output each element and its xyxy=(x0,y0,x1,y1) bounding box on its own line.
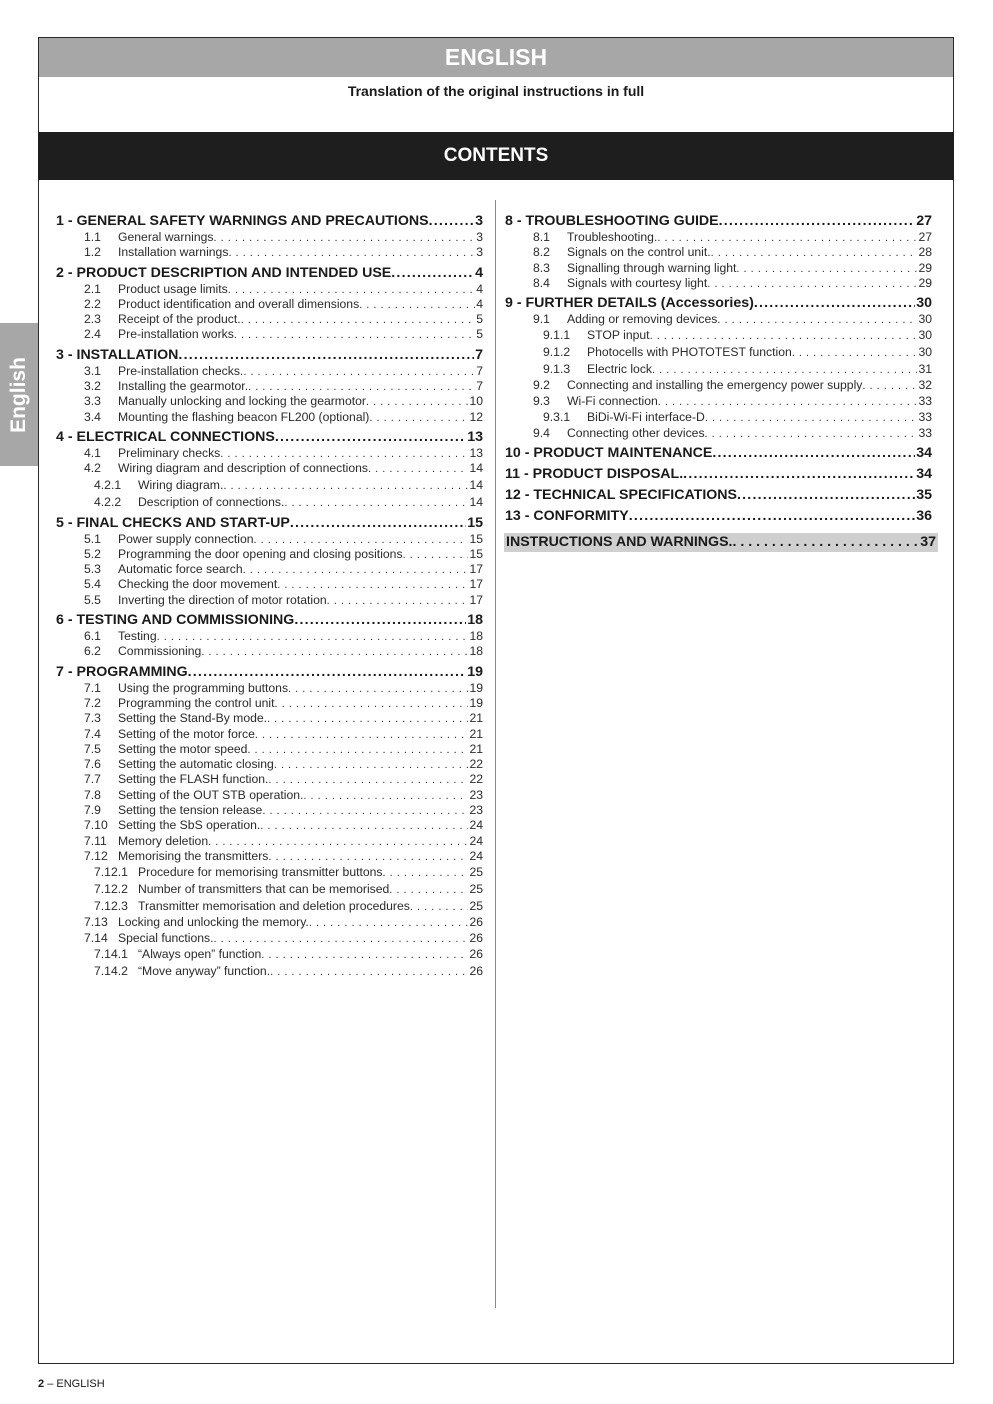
toc-subsection-number: 7.11 xyxy=(84,833,107,848)
toc-subsection-number: 2.1 xyxy=(84,281,101,296)
toc-subsection-title: Electric lock xyxy=(587,362,653,377)
toc-left-column xyxy=(56,213,483,980)
toc-section-page: 18 xyxy=(467,612,483,629)
toc-subsection-number: 9.3.1 xyxy=(543,410,571,425)
toc-subsection[interactable] xyxy=(56,964,483,980)
toc-subsection[interactable] xyxy=(56,711,483,726)
toc-subsection-page: 18 xyxy=(469,644,483,659)
toc-section-title: 11 - PRODUCT DISPOSAL. xyxy=(505,466,684,483)
toc-subsection-title: General warnings xyxy=(118,230,214,244)
toc-subsection-title: STOP input xyxy=(587,328,650,343)
toc-subsection-page: 25 xyxy=(469,882,483,897)
toc-subsection-number: 9.2 xyxy=(533,378,550,393)
toc-subsection-title: Setting the automatic closing xyxy=(118,757,274,772)
toc-subsection-page: 33 xyxy=(918,410,932,425)
toc-subsection[interactable] xyxy=(56,947,483,963)
toc-subsection-title: Signals on the control unit. xyxy=(567,245,711,260)
toc-section[interactable] xyxy=(56,515,483,532)
toc-subsection[interactable] xyxy=(505,426,932,441)
toc-subsection-page: 19 xyxy=(469,695,483,710)
toc-subsection-number: 4.2.2 xyxy=(94,494,122,509)
toc-subsection-page: 4 xyxy=(476,281,483,296)
toc-subsection-page: 24 xyxy=(469,833,483,848)
toc-section[interactable] xyxy=(505,466,932,483)
toc-subsection-number: 4.2 xyxy=(84,461,101,476)
toc-subsection[interactable] xyxy=(56,495,483,511)
toc-subsection-number: 6.2 xyxy=(84,644,101,659)
toc-subsection-page: 31 xyxy=(918,362,932,377)
toc-subsection-title: Pre-installation works xyxy=(118,327,234,342)
toc-subsection-title: Programming the control unit xyxy=(118,695,275,710)
toc-subsection-number: 7.4 xyxy=(84,726,101,741)
toc-subsection[interactable] xyxy=(56,532,483,547)
toc-subsection-number: 7.12.2 xyxy=(94,882,128,897)
toc-subsection-number: 7.13 xyxy=(84,915,108,930)
toc-subsection-number: 2.2 xyxy=(84,296,101,311)
toc-subsection-title: Setting the SbS operation. xyxy=(118,818,261,833)
toc-subsection-page: 3 xyxy=(476,245,483,260)
toc-section-page: 3 xyxy=(475,213,483,229)
toc-subsection-title: Using the programming buttons xyxy=(118,680,289,695)
toc-subsection-page: 21 xyxy=(469,726,483,741)
toc-subsection-title: Procedure for memorising transmitter buttons xyxy=(138,865,383,880)
toc-subsection-title: Connecting other devices xyxy=(567,426,705,441)
toc-subsection-page: 26 xyxy=(469,963,483,978)
toc-subsection-title: Receipt of the product. xyxy=(118,312,241,327)
toc-subsection-page: 14 xyxy=(469,494,483,509)
toc-subsection-page: 5 xyxy=(476,327,483,342)
toc-subsection[interactable] xyxy=(56,629,483,644)
toc-subsection-number: 5.5 xyxy=(84,592,101,607)
toc-subsection-number: 9.3 xyxy=(533,393,550,408)
toc-subsection[interactable] xyxy=(56,818,483,833)
toc-subsection-number: 5.3 xyxy=(84,562,101,577)
side-tab-label: English xyxy=(7,356,30,433)
toc-subsection[interactable] xyxy=(56,757,483,772)
toc-subsection-page: 21 xyxy=(469,741,483,756)
toc-subsection-number: 7.3 xyxy=(84,711,101,726)
toc-subsection-page: 33 xyxy=(918,393,932,408)
toc-section-page: 27 xyxy=(916,213,932,229)
toc-subsection-number: 7.12 xyxy=(84,848,108,863)
toc-section-page: 36 xyxy=(916,508,932,525)
toc-subsection-title: Memory deletion xyxy=(118,833,209,848)
toc-subsection[interactable] xyxy=(56,931,483,946)
toc-subsection-title: Signalling through warning light xyxy=(567,260,737,275)
toc-subsection-number: 4.1 xyxy=(84,445,101,460)
toc-subsection-number: 7.8 xyxy=(84,787,101,802)
toc-subsection-title: Number of transmitters that can be memorised xyxy=(138,882,390,897)
toc-subsection[interactable] xyxy=(56,379,483,394)
toc-section-title: 1 - GENERAL SAFETY WARNINGS AND PRECAUTIONS xyxy=(56,213,429,229)
toc-section-title: 4 - ELECTRICAL CONNECTIONS xyxy=(56,428,275,445)
toc-subsection-title: Adding or removing devices xyxy=(567,312,718,327)
toc-subsection[interactable] xyxy=(56,461,483,476)
toc-subsection[interactable] xyxy=(505,276,932,291)
toc-subsection-page: 7 xyxy=(476,363,483,378)
toc-subsection-title: Mounting the flashing beacon FL200 (optional) xyxy=(118,409,370,424)
toc-subsection-title: Wiring diagram and description of connections xyxy=(118,461,368,476)
toc-subsection-number: 1.1 xyxy=(84,230,101,244)
toc-subsection-page: 29 xyxy=(918,275,932,290)
toc-section-title: 3 - INSTALLATION xyxy=(56,346,179,363)
toc-subsection[interactable] xyxy=(56,915,483,930)
toc-subsection-title: “Always open” function xyxy=(138,946,262,961)
toc-subsection[interactable] xyxy=(505,345,932,361)
toc-section[interactable] xyxy=(56,664,483,681)
toc-subsection[interactable] xyxy=(56,772,483,787)
toc-subsection-title: Wiring diagram. xyxy=(138,477,224,492)
toc-subsection[interactable] xyxy=(56,577,483,592)
toc-subsection-title: Description of connections. xyxy=(138,494,285,509)
toc-subsection-page: 27 xyxy=(918,230,932,244)
toc-subsection[interactable] xyxy=(56,681,483,696)
toc-subsection-page: 15 xyxy=(469,546,483,561)
toc-subsection[interactable] xyxy=(56,865,483,881)
toc-section-page: 4 xyxy=(475,264,483,281)
language-side-tab[interactable] xyxy=(0,323,38,466)
toc-section-page: 30 xyxy=(916,295,932,312)
toc-subsection-title: Product usage limits xyxy=(118,281,228,296)
toc-subsection[interactable] xyxy=(56,478,483,494)
toc-subsection-page: 23 xyxy=(469,803,483,818)
toc-subsection-page: 14 xyxy=(469,477,483,492)
toc-subsection-number: 7.9 xyxy=(84,803,101,818)
toc-right-column xyxy=(505,213,936,552)
toc-subsection-number: 4.2.1 xyxy=(94,477,122,492)
toc-subsection-page: 24 xyxy=(469,848,483,863)
page-footer xyxy=(38,1378,105,1390)
toc-subsection-number: 1.2 xyxy=(84,245,101,260)
toc-subsection-page: 23 xyxy=(469,787,483,802)
toc-subsection-title: Locking and unlocking the memory. xyxy=(118,915,309,930)
toc-subsection-title: Power supply connection xyxy=(118,531,254,546)
toc-subsection-title: Pre-installation checks. xyxy=(118,363,244,378)
contents-title: CONTENTS xyxy=(443,145,549,166)
toc-section[interactable] xyxy=(56,347,483,364)
toc-subsection-page: 3 xyxy=(476,230,483,244)
toc-subsection-page: 19 xyxy=(469,680,483,695)
toc-subsection-page: 21 xyxy=(469,711,483,726)
toc-subsection-title: Setting of the OUT STB operation. xyxy=(118,787,304,802)
toc-subsection-title: Setting the tension release xyxy=(118,803,263,818)
toc-subsection-page: 29 xyxy=(918,260,932,275)
toc-subsection-page: 28 xyxy=(918,245,932,260)
toc-subsection-number: 5.4 xyxy=(84,577,101,592)
toc-subsection-title: Setting the FLASH function. xyxy=(118,772,269,787)
toc-subsection[interactable] xyxy=(56,834,483,849)
toc-subsection-number: 7.7 xyxy=(84,772,101,787)
toc-subsection-number: 8.1 xyxy=(533,230,550,244)
toc-subsection-page: 10 xyxy=(469,394,483,409)
toc-subsection-title: Automatic force search xyxy=(118,562,243,577)
toc-subsection-title: Transmitter memorisation and deletion procedures xyxy=(138,899,410,914)
toc-subsection-number: 7.14.2 xyxy=(94,963,128,978)
toc-section-title: 8 - TROUBLESHOOTING GUIDE xyxy=(505,213,719,229)
toc-subsection-number: 7.14 xyxy=(84,930,108,945)
toc-subsection[interactable] xyxy=(56,410,483,425)
toc-subsection-number: 7.6 xyxy=(84,757,101,772)
toc-section[interactable] xyxy=(505,445,932,462)
toc-section-page: 19 xyxy=(467,663,483,680)
toc-subsection-title: Setting of the motor force xyxy=(118,726,255,741)
language-title: ENGLISH xyxy=(444,44,548,70)
toc-subsection-title: Manually unlocking and locking the gearmotor xyxy=(118,394,366,409)
toc-section[interactable] xyxy=(505,508,932,525)
toc-subsection-title: Product identification and overall dimensions xyxy=(118,296,360,311)
toc-subsection-page: 18 xyxy=(469,629,483,644)
toc-subsection-number: 9.1 xyxy=(533,312,550,327)
toc-subsection-title: Checking the door movement xyxy=(118,577,278,592)
toc-subsection-page: 22 xyxy=(469,772,483,787)
toc-entry-title: INSTRUCTIONS AND WARNINGS. xyxy=(506,534,733,551)
toc-subsection-title: Programming the door opening and closing positions xyxy=(118,546,403,561)
toc-subsection[interactable] xyxy=(56,394,483,409)
toc-subsection-page: 5 xyxy=(476,312,483,327)
toc-subsection-page: 30 xyxy=(918,312,932,327)
toc-section[interactable] xyxy=(505,487,932,504)
toc-section[interactable] xyxy=(56,265,483,282)
toc-subsection-title: “Move anyway” function. xyxy=(138,963,271,978)
toc-subsection[interactable] xyxy=(56,297,483,312)
toc-subsection-title: Photocells with PHOTOTEST function xyxy=(587,345,792,360)
toc-section-title: 10 - PRODUCT MAINTENANCE xyxy=(505,445,713,462)
toc-subsection-page: 33 xyxy=(918,426,932,441)
toc-subsection-title: Commissioning xyxy=(118,644,202,659)
toc-subsection[interactable] xyxy=(56,446,483,461)
toc-subsection[interactable] xyxy=(56,803,483,818)
toc-subsection-page: 25 xyxy=(469,899,483,914)
language-header xyxy=(39,38,953,77)
toc-subsection-page: 12 xyxy=(469,409,483,424)
toc-subsection-number: 9.1.3 xyxy=(543,362,571,377)
footer-page-number: 2 xyxy=(38,1378,45,1390)
document-subtitle: Translation of the original instructions in full xyxy=(347,83,645,99)
toc-subsection-title: Inverting the direction of motor rotation xyxy=(118,592,327,607)
toc-subsection[interactable] xyxy=(505,230,932,245)
toc-subsection-title: Troubleshooting. xyxy=(567,230,658,244)
toc-subsection-number: 2.3 xyxy=(84,312,101,327)
toc-subsection[interactable] xyxy=(505,312,932,327)
toc-subsection-page: 32 xyxy=(918,378,932,393)
toc-subsection-number: 9.4 xyxy=(533,426,550,441)
toc-subsection[interactable] xyxy=(505,261,932,276)
toc-subsection-page: 26 xyxy=(469,915,483,930)
toc-subsection-number: 6.1 xyxy=(84,629,101,644)
toc-entry-page: 37 xyxy=(920,534,936,551)
toc-subsection-title: Connecting and installing the emergency power supply xyxy=(567,378,863,393)
toc-subsection-title: Installation warnings xyxy=(118,245,229,260)
toc-subsection[interactable] xyxy=(56,882,483,898)
toc-subsection-page: 26 xyxy=(469,946,483,961)
toc-section-title: 9 - FURTHER DETAILS (Accessories) xyxy=(505,295,754,312)
toc-subsection[interactable] xyxy=(56,899,483,915)
toc-subsection-title: Signals with courtesy light xyxy=(567,275,708,290)
toc-section-title: 13 - CONFORMITY xyxy=(505,508,629,525)
toc-subsection-title: Installing the gearmotor. xyxy=(118,379,249,394)
toc-section[interactable] xyxy=(56,429,483,446)
toc-section-title: 7 - PROGRAMMING xyxy=(56,663,188,680)
toc-subsection-title: Special functions. xyxy=(118,930,214,945)
toc-section-page: 35 xyxy=(916,487,932,504)
toc-subsection[interactable] xyxy=(56,245,483,260)
toc-subsection-number: 7.5 xyxy=(84,741,101,756)
toc-section[interactable] xyxy=(56,612,483,629)
toc-entry-instructions[interactable] xyxy=(504,533,938,552)
toc-section[interactable] xyxy=(56,213,483,230)
toc-subsection[interactable] xyxy=(56,312,483,327)
toc-section-page: 7 xyxy=(475,346,483,363)
toc-subsection[interactable] xyxy=(56,364,483,379)
toc-subsection-page: 17 xyxy=(469,577,483,592)
toc-subsection-page: 17 xyxy=(469,562,483,577)
toc-subsection[interactable] xyxy=(56,562,483,577)
toc-subsection[interactable] xyxy=(505,410,932,426)
toc-subsection[interactable] xyxy=(56,727,483,742)
toc-section-title: 2 - PRODUCT DESCRIPTION AND INTENDED USE xyxy=(56,264,392,281)
toc-subsection-number: 3.3 xyxy=(84,394,101,409)
toc-subsection[interactable] xyxy=(56,849,483,864)
toc-subsection-title: BiDi-Wi-Fi interface-D xyxy=(587,410,705,425)
toc-subsection-page: 30 xyxy=(918,328,932,343)
toc-subsection-number: 7.2 xyxy=(84,695,101,710)
toc-subsection[interactable] xyxy=(505,362,932,378)
toc-subsection[interactable] xyxy=(56,644,483,659)
toc-subsection-page: 13 xyxy=(469,445,483,460)
toc-subsection-number: 7.1 xyxy=(84,680,101,695)
toc-subsection-title: Setting the motor speed xyxy=(118,741,248,756)
toc-section-title: 5 - FINAL CHECKS AND START-UP xyxy=(56,514,290,531)
toc-subsection-page: 15 xyxy=(469,531,483,546)
toc-subsection-number: 7.14.1 xyxy=(94,946,128,961)
toc-subsection-number: 3.1 xyxy=(84,363,101,378)
toc-subsection[interactable] xyxy=(56,593,483,608)
toc-subsection-number: 8.3 xyxy=(533,260,550,275)
toc-subsection-title: Wi-Fi connection xyxy=(567,393,658,408)
toc-subsection-title: Testing xyxy=(118,629,157,644)
toc-subsection[interactable] xyxy=(505,245,932,260)
toc-subsection-page: 14 xyxy=(469,461,483,476)
toc-subsection[interactable] xyxy=(505,378,932,393)
toc-subsection[interactable] xyxy=(56,696,483,711)
toc-subsection[interactable] xyxy=(56,742,483,757)
toc-section-title: 6 - TESTING AND COMMISSIONING xyxy=(56,612,295,629)
toc-section-page: 13 xyxy=(467,428,483,445)
toc-subsection-title: Memorising the transmitters xyxy=(118,848,269,863)
toc-subsection-page: 30 xyxy=(918,345,932,360)
footer-label: – ENGLISH xyxy=(47,1378,105,1390)
toc-subsection[interactable] xyxy=(56,788,483,803)
toc-subsection-page: 7 xyxy=(476,379,483,394)
toc-section-page: 15 xyxy=(467,514,483,531)
toc-subsection-number: 8.4 xyxy=(533,275,550,290)
toc-section-title: 12 - TECHNICAL SPECIFICATIONS xyxy=(505,487,738,504)
toc-subsection-number: 2.4 xyxy=(84,327,101,342)
toc-subsection-number: 9.1.2 xyxy=(543,345,571,360)
toc-subsection-number: 5.1 xyxy=(84,531,101,546)
toc-subsection[interactable] xyxy=(505,394,932,409)
toc-subsection-page: 25 xyxy=(469,865,483,880)
toc-subsection-number: 5.2 xyxy=(84,546,101,561)
toc-section[interactable] xyxy=(505,295,932,312)
toc-subsection-number: 7.10 xyxy=(84,818,108,833)
toc-subsection-page: 26 xyxy=(469,930,483,945)
toc-subsection-number: 8.2 xyxy=(533,245,550,260)
column-divider xyxy=(495,200,496,1308)
toc-subsection[interactable] xyxy=(56,327,483,342)
toc-section-page: 34 xyxy=(916,466,932,483)
toc-subsection-number: 9.1.1 xyxy=(543,328,571,343)
toc-subsection-page: 4 xyxy=(476,296,483,311)
toc-subsection[interactable] xyxy=(56,230,483,245)
toc-subsection-number: 7.12.1 xyxy=(94,865,128,880)
toc-subsection-number: 7.12.3 xyxy=(94,899,128,914)
toc-subsection-number: 3.2 xyxy=(84,379,101,394)
toc-subsection-page: 22 xyxy=(469,757,483,772)
toc-subsection-number: 3.4 xyxy=(84,409,101,424)
toc-subsection-page: 17 xyxy=(469,592,483,607)
contents-header xyxy=(38,132,954,180)
toc-subsection-title: Setting the Stand-By mode. xyxy=(118,711,268,726)
toc-section-page: 34 xyxy=(916,445,932,462)
toc-section[interactable] xyxy=(505,213,932,230)
toc-subsection[interactable] xyxy=(56,282,483,297)
toc-subsection-title: Preliminary checks xyxy=(118,445,221,460)
toc-subsection[interactable] xyxy=(505,328,932,344)
toc-subsection[interactable] xyxy=(56,547,483,562)
toc-subsection-page: 24 xyxy=(469,818,483,833)
